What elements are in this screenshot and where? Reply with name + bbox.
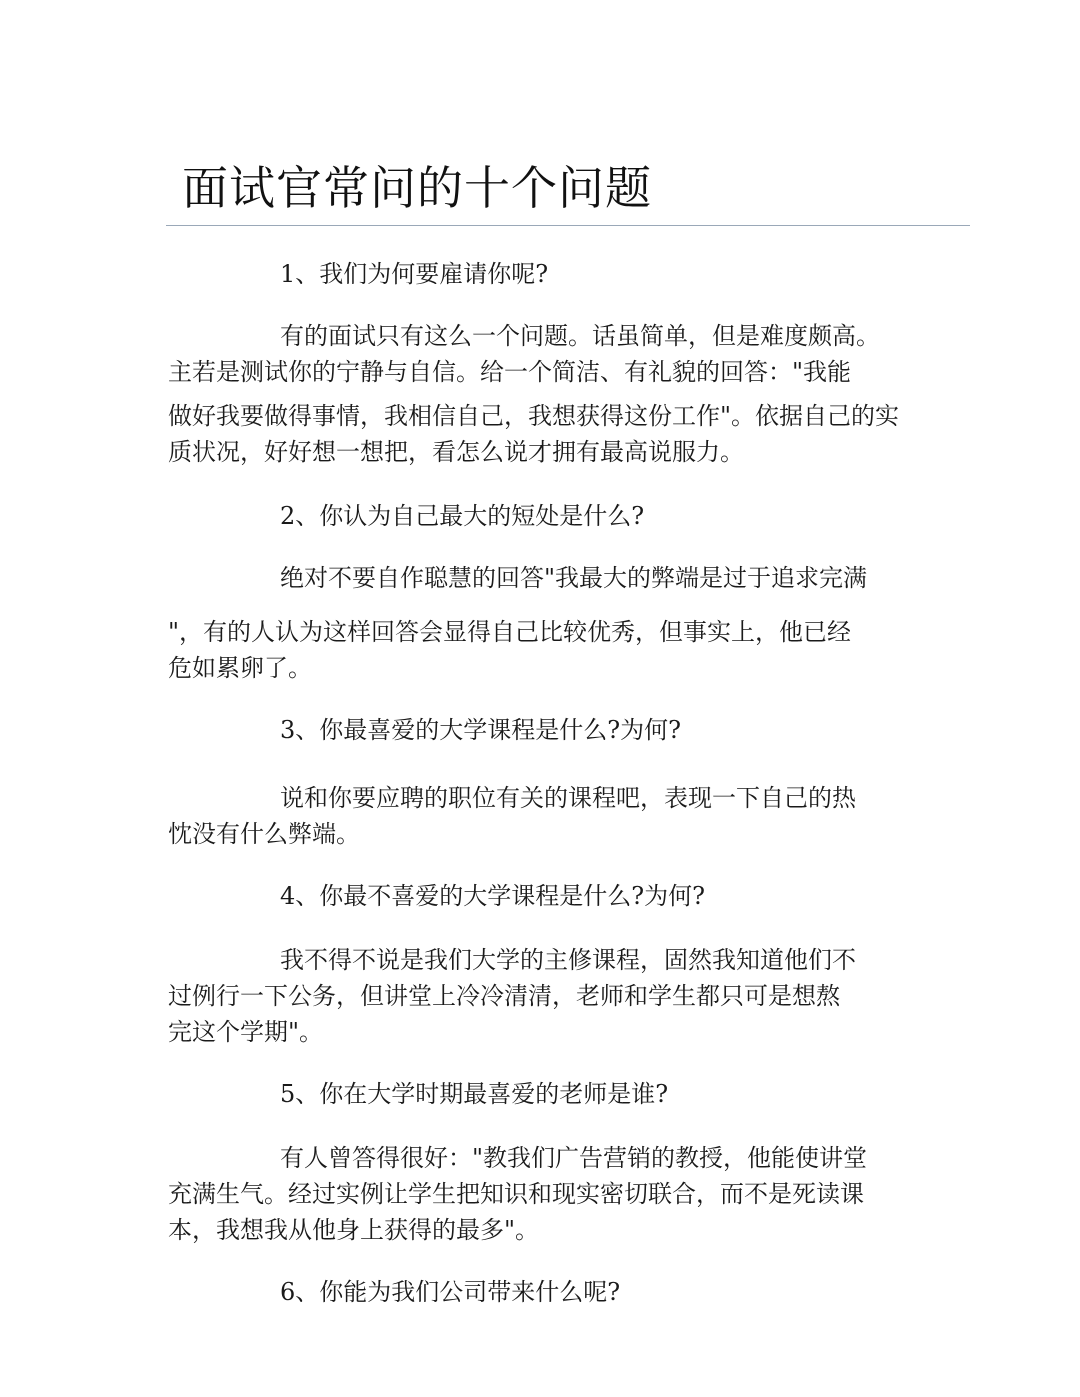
answer-line: 绝对不要自作聪慧的回答"我最大的弊端是过于追求完满 bbox=[280, 564, 868, 592]
answer-line: 过例行一下公务，但讲堂上冷冷清清，老师和学生都只可是想熬 bbox=[168, 982, 840, 1010]
answer-line: 充满生气。经过实例让学生把知识和现实密切联合，而不是死读课 bbox=[168, 1180, 864, 1208]
answer-1 bbox=[168, 318, 918, 470]
answer-line: 做好我要做得事情，我相信自己，我想获得这份工作"。依据自己的实 bbox=[168, 402, 900, 430]
answer-line: 说和你要应聘的职位有关的课程吧，表现一下自己的热 bbox=[280, 784, 856, 812]
question-4: 4、你最不喜爱的大学课程是什么?为何? bbox=[280, 882, 706, 910]
answer-line: 完这个学期"。 bbox=[168, 1018, 324, 1046]
question-1: 1、我们为何要雇请你呢? bbox=[280, 260, 549, 288]
answer-4 bbox=[168, 942, 918, 1050]
question-5: 5、你在大学时期最喜爱的老师是谁? bbox=[280, 1080, 669, 1108]
answer-line: 危如累卵了。 bbox=[168, 654, 312, 682]
answer-line: 我不得不说是我们大学的主修课程，固然我知道他们不 bbox=[280, 946, 856, 974]
answer-line: 有的面试只有这么一个问题。话虽简单，但是难度颇高。 bbox=[280, 322, 880, 350]
answer-2 bbox=[168, 560, 918, 686]
answer-line: 主若是测试你的宁静与自信。给一个简洁、有礼貌的回答："我能 bbox=[168, 358, 852, 386]
title-divider bbox=[166, 225, 970, 226]
answer-5 bbox=[168, 1140, 918, 1248]
answer-line: 质状况，好好想一想把，看怎么说才拥有最高说服力。 bbox=[168, 438, 744, 466]
question-2: 2、你认为自己最大的短处是什么? bbox=[280, 502, 645, 530]
qa-list bbox=[168, 256, 918, 1310]
question-6: 6、你能为我们公司带来什么呢? bbox=[280, 1278, 621, 1306]
answer-line: 忱没有什么弊端。 bbox=[168, 820, 360, 848]
answer-line: 本，我想我从他身上获得的最多"。 bbox=[168, 1216, 540, 1244]
question-3: 3、你最喜爱的大学课程是什么?为何? bbox=[280, 716, 682, 744]
answer-3 bbox=[168, 780, 918, 852]
answer-line: "，有的人认为这样回答会显得自己比较优秀，但事实上，他已经 bbox=[168, 618, 852, 646]
answer-line: 有人曾答得很好："教我们广告营销的教授，他能使讲堂 bbox=[280, 1144, 868, 1172]
page-title: 面试官常问的十个问题 bbox=[182, 161, 652, 215]
